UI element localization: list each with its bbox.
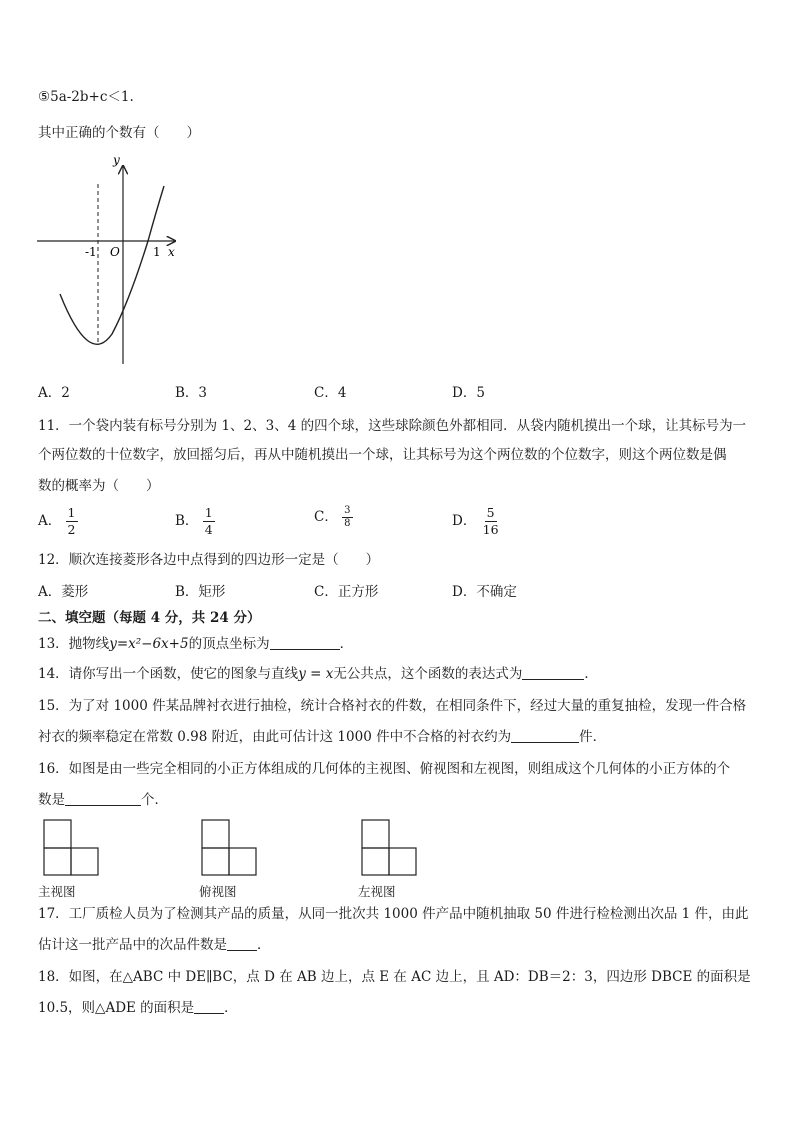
q15-answer-blank[interactable] bbox=[511, 728, 579, 743]
one-label: 1 bbox=[153, 245, 161, 259]
q11-option-d-letter: D． bbox=[452, 513, 477, 529]
q11-option-b-fraction: $\frac{1}{4}$ bbox=[204, 505, 213, 537]
origin-label: O bbox=[110, 245, 120, 259]
q15-line2-text: 衬衣的频率稳定在常数 0.98 附近，由此可估计这 1000 件中不合格的衬衣约为 bbox=[38, 729, 512, 745]
top-view-label: 俯视图 bbox=[199, 884, 237, 899]
q18-end: ． bbox=[224, 1000, 238, 1016]
q16-end: 个． bbox=[141, 792, 168, 808]
section-heading-fill-in: 二、填空题（每题 4 分，共 24 分） bbox=[38, 610, 261, 626]
q18-line2 bbox=[38, 999, 238, 1017]
top-view-figure bbox=[201, 818, 261, 878]
front-view-label: 主视图 bbox=[38, 884, 76, 899]
x-axis-label: x bbox=[168, 245, 175, 259]
q11-option-d bbox=[452, 505, 501, 538]
q13 bbox=[38, 635, 353, 653]
q14 bbox=[38, 665, 598, 683]
q11-option-c bbox=[314, 505, 353, 530]
q11-option-a bbox=[38, 505, 78, 538]
q10-prompt: 其中正确的个数有（ ） bbox=[38, 125, 200, 141]
q13-answer-blank[interactable] bbox=[270, 635, 340, 650]
q11-option-b-letter: B． bbox=[175, 513, 199, 529]
q17-line2-text: 估计这一批产品中的次品件数是 bbox=[38, 937, 227, 953]
front-view-figure bbox=[43, 818, 103, 878]
q11-option-a-fraction: $\frac{1}{2}$ bbox=[67, 505, 76, 537]
q13-suffix: 的顶点坐标为 bbox=[188, 636, 270, 652]
q15-end: 件． bbox=[579, 729, 607, 745]
q14-end: ． bbox=[584, 666, 598, 682]
q17-line2 bbox=[38, 936, 271, 954]
q11-line2: 个两位数的十位数字，放回摇匀后，再从中随机摸出一个球，让其标号为这个两位数的个位数字，则这个两位数是偶 bbox=[38, 447, 727, 463]
q11-line3: 数的概率为（ ） bbox=[38, 478, 160, 494]
q17-answer-blank[interactable] bbox=[227, 936, 257, 951]
q16-line1: 16．如图是由一些完全相同的小正方体组成的几何体的主视图、俯视图和左视图，则组成这个几何体的小正方体的个 bbox=[38, 761, 731, 777]
q11-option-d-fraction: $\frac{5}{16}$ bbox=[482, 505, 499, 537]
q12-option-c: C．正方形 bbox=[314, 584, 379, 600]
left-view-label: 左视图 bbox=[358, 884, 396, 899]
q15-line1: 15．为了对 1000 件某品牌衬衣进行抽检，统计合格衬衣的件数，在相同条件下，经过大量的重复抽检，发现一件合格 bbox=[38, 698, 747, 714]
q14-formula: y = x bbox=[298, 666, 334, 682]
q18-line2-text: 10.5，则△ADE 的面积是 bbox=[38, 1000, 195, 1016]
q13-prefix: 13．抛物线 bbox=[38, 636, 110, 652]
parabola-graph bbox=[37, 152, 187, 367]
q15-line2 bbox=[38, 728, 606, 746]
q10-option-a: A．2 bbox=[38, 385, 70, 401]
parabola-curve-right bbox=[60, 186, 164, 344]
q14-answer-blank[interactable] bbox=[522, 665, 584, 680]
q12-option-b: B．矩形 bbox=[175, 584, 226, 600]
q11-option-c-letter: C． bbox=[314, 509, 338, 525]
q17-end: ． bbox=[257, 937, 271, 953]
q18-answer-blank[interactable] bbox=[194, 999, 224, 1014]
q17-line1: 17．工厂质检人员为了检测其产品的质量，从同一批次共 1000 件产品中随机抽取 50 件进行检检测出次品 1 件，由此 bbox=[38, 906, 749, 922]
q18-line1: 18．如图，在△ABC 中 DE∥BC，点 D 在 AB 边上，点 E 在 AC 边上，且 AD：DB＝2：3，四边形 DBCE 的面积是 bbox=[38, 969, 751, 985]
q11-option-b bbox=[175, 505, 215, 538]
q16-line2 bbox=[38, 791, 168, 809]
q11-option-a-letter: A． bbox=[38, 513, 62, 529]
q13-formula: y=x²−6x+5 bbox=[109, 636, 189, 652]
q10-option-d: D．5 bbox=[452, 385, 485, 401]
q12-option-a: A．菱形 bbox=[38, 584, 89, 600]
q10-item5: ⑤5a-2b+c＜1. bbox=[38, 89, 134, 105]
q16-answer-blank[interactable] bbox=[65, 791, 141, 806]
q14-prefix: 14．请你写出一个函数，使它的图象与直线 bbox=[38, 666, 299, 682]
q10-option-c: C．4 bbox=[314, 385, 347, 401]
q13-end: ． bbox=[339, 636, 354, 652]
neg-one-label: -1 bbox=[85, 245, 97, 259]
q11-option-c-fraction: $\frac{3}{8}$ bbox=[344, 505, 351, 529]
left-view-figure bbox=[361, 818, 421, 878]
q16-line2-text: 数是 bbox=[38, 792, 65, 808]
q10-option-b: B．3 bbox=[175, 385, 208, 401]
q12-option-d: D．不确定 bbox=[452, 584, 517, 600]
q11-line1: 11．一个袋内装有标号分别为 1、2、3、4 的四个球，这些球除颜色外都相同．从袋内随机摸出一个球，让其标号为一 bbox=[38, 418, 747, 434]
y-axis-label: y bbox=[113, 153, 120, 167]
q12-text: 12．顺次连接菱形各边中点得到的四边形一定是（ ） bbox=[38, 552, 380, 568]
q14-suffix: 无公共点，这个函数的表达式为 bbox=[333, 666, 523, 682]
